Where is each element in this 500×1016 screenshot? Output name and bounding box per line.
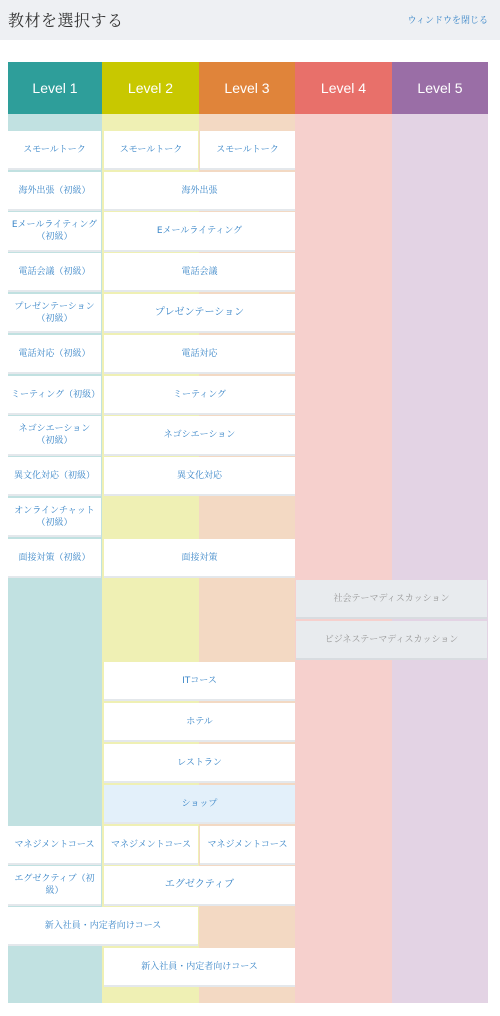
course-small-talk-l3[interactable]: スモールトーク	[200, 131, 295, 170]
header-bar	[0, 0, 500, 40]
course-executive-basic[interactable]: エグゼクティブ（初級）	[8, 866, 101, 906]
course-business-trip[interactable]: 海外出張	[104, 172, 295, 211]
level-5-column	[392, 114, 488, 1003]
course-presentation-basic[interactable]: プレゼンテーション（初級）	[8, 294, 101, 333]
course-email[interactable]: Eメールライティング	[104, 212, 295, 252]
level-4-column	[295, 114, 392, 1003]
course-new-employee-l2-l3[interactable]: 新入社員・内定者向けコース	[104, 948, 295, 987]
course-interview[interactable]: 面接対策	[104, 539, 295, 578]
course-social-themes: 社会テーマディスカッション	[296, 580, 487, 619]
course-small-talk-l2[interactable]: スモールトーク	[104, 131, 198, 170]
course-management-l2[interactable]: マネジメントコース	[104, 826, 198, 865]
course-small-talk-l1[interactable]: スモールトーク	[8, 131, 101, 170]
course-email-basic[interactable]: Eメールライティング（初級）	[8, 212, 101, 252]
course-negotiation-basic[interactable]: ネゴシエーション（初級）	[8, 416, 101, 456]
course-new-employee-l1-l2[interactable]: 新入社員・内定者向けコース	[8, 907, 198, 946]
course-restaurant[interactable]: レストラン	[104, 744, 295, 783]
level-5-header: Level 5	[392, 62, 488, 114]
course-management-l1[interactable]: マネジメントコース	[8, 826, 101, 865]
close-window-link[interactable]: ウィンドウを閉じる	[407, 16, 488, 26]
course-cross-culture[interactable]: 異文化対応	[104, 457, 295, 496]
course-phone-handling[interactable]: 電話対応	[104, 335, 295, 374]
course-management-l3[interactable]: マネジメントコース	[200, 826, 295, 865]
course-hotel[interactable]: ホテル	[104, 703, 295, 742]
course-business-trip-basic[interactable]: 海外出張（初級）	[8, 172, 101, 211]
course-phone-handling-basic[interactable]: 電話対応（初級）	[8, 335, 101, 374]
course-business-themes: ビジネステーマディスカッション	[296, 621, 487, 660]
course-negotiation[interactable]: ネゴシエーション	[104, 416, 295, 456]
course-meeting-basic[interactable]: ミーティング（初級）	[8, 376, 101, 415]
course-executive[interactable]: エグゼクティブ	[104, 866, 295, 906]
course-presentation[interactable]: プレゼンテーション	[104, 294, 295, 333]
course-meeting[interactable]: ミーティング	[104, 376, 295, 415]
course-phone-meeting-basic[interactable]: 電話会議（初級）	[8, 253, 101, 292]
level-4-header: Level 4	[295, 62, 392, 114]
course-shop[interactable]: ショップ	[104, 785, 295, 824]
course-cross-culture-basic[interactable]: 異文化対応（初級）	[8, 457, 101, 496]
course-phone-meeting[interactable]: 電話会議	[104, 253, 295, 292]
course-interview-basic[interactable]: 面接対策（初級）	[8, 539, 101, 578]
course-online-chat-basic[interactable]: オンラインチャット（初級）	[8, 498, 101, 537]
page-title: 教材を選択する	[8, 11, 124, 30]
level-3-header: Level 3	[199, 62, 295, 114]
course-it[interactable]: ITコース	[104, 662, 295, 701]
level-1-header: Level 1	[8, 62, 102, 114]
level-2-header: Level 2	[102, 62, 199, 114]
